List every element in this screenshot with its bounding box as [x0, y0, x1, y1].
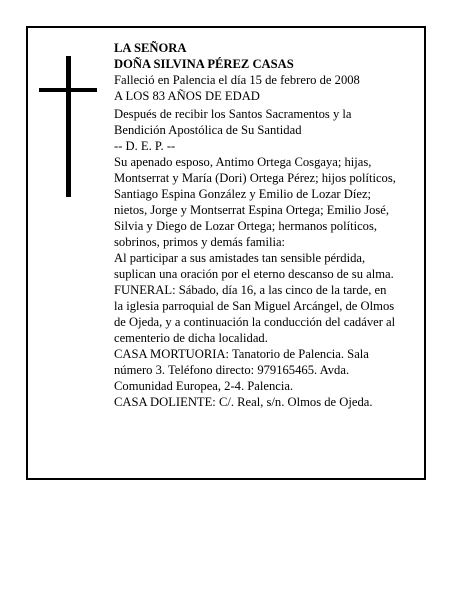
death-date-line: Falleció en Palencia el día 15 de febrero de 2008 — [114, 73, 360, 87]
mortuary-line-2: número 3. Teléfono directo: 979165465. Avda. — [114, 363, 350, 377]
sacraments-line-1: Después de recibir los Santos Sacramentos y la — [114, 107, 352, 121]
cross-vertical-bar — [66, 56, 71, 197]
family-line-4: nietos, Jorge y Montserrat Espina Ortega; Emilio José, — [114, 203, 390, 217]
mortuary-line-3: Comunidad Europea, 2-4. Palencia. — [114, 379, 294, 393]
obituary-card — [26, 26, 426, 480]
funeral-line-4: cementerio de dicha localidad. — [114, 331, 268, 345]
prayer-line-1: Al participar a sus amistades tan sensible pérdida, — [114, 251, 366, 265]
family-line-5: Silvia y Diego de Lozar Ortega; hermanos políticos, — [114, 219, 377, 233]
prayer-line-2: suplican una oración por el eterno descanso de su alma. — [114, 267, 394, 281]
family-line-1: Su apenado esposo, Antimo Ortega Cosgaya; hijas, — [114, 155, 372, 169]
family-line-2: Montserrat y María (Dori) Ortega Pérez; hijos políticos, — [114, 171, 396, 185]
cross-horizontal-bar — [39, 88, 97, 92]
age-line: A LOS 83 AÑOS DE EDAD — [114, 89, 260, 103]
family-line-6: sobrinos, primos y demás familia: — [114, 235, 286, 249]
deceased-name: DOÑA SILVINA PÉREZ CASAS — [114, 57, 294, 71]
sacraments-line-2: Bendición Apostólica de Su Santidad — [114, 123, 302, 137]
dep-line: -- D. E. P. -- — [114, 139, 176, 153]
mortuary-line-1: CASA MORTUORIA: Tanatorio de Palencia. Sala — [114, 347, 369, 361]
obituary-text — [114, 40, 426, 410]
title-line: LA SEÑORA — [114, 41, 187, 55]
funeral-line-1: FUNERAL: Sábado, día 16, a las cinco de la tarde, en — [114, 283, 387, 297]
funeral-line-2: la iglesia parroquial de San Miguel Arcángel, de Olmos — [114, 299, 395, 313]
funeral-line-3: de Ojeda, y a continuación la conducción del cadáver al — [114, 315, 396, 329]
family-line-3: Santiago Espina González y Emilio de Lozar Díez; — [114, 187, 372, 201]
home-line: CASA DOLIENTE: C/. Real, s/n. Olmos de Ojeda. — [114, 395, 373, 409]
